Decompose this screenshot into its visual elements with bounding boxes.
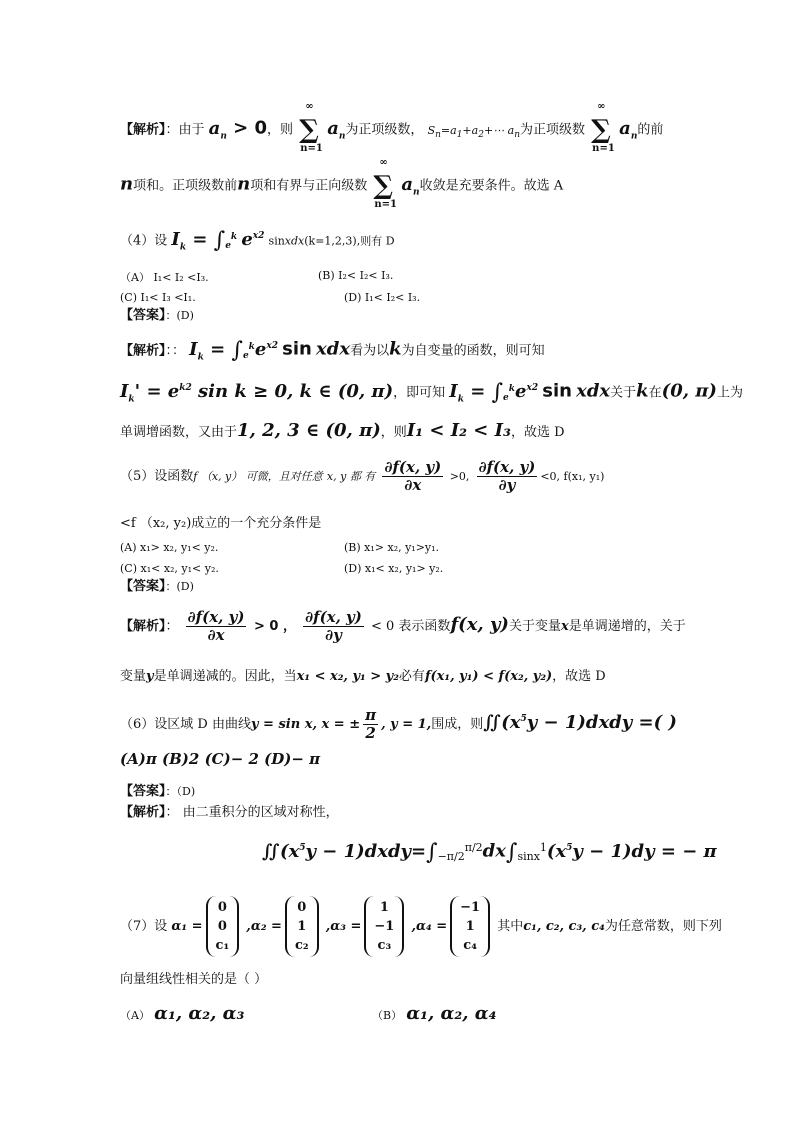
analysis-label: 【解析】 (120, 122, 166, 138)
analysis-line-2: n项和。正项级数前n项和有界与正向级数 ∞ ∑ n=1 $a_n$收敛是充要条件。故选 A (120, 157, 564, 210)
integral-sign: ∫ (213, 228, 226, 253)
vector-alpha2: 0 1 c₂ (285, 896, 319, 957)
vector-alpha3: 1 −1 c₃ (364, 896, 404, 957)
q4-option-a: （A） I₁< I₂ <I₃. (120, 271, 209, 284)
q4-answer: 【答案】：(D) (120, 308, 194, 323)
vector-alpha1: 0 0 c₁ (206, 896, 240, 957)
q7-option-a: （A） α₁, α₂, α₃ (120, 1003, 245, 1024)
q6-solution-1: 【解析】： 由二重积分的区域对称性， (120, 805, 339, 820)
vector-alpha4: −1 1 c₄ (450, 896, 490, 957)
q7-line-2: 向量组线性相关的是（ ） (120, 972, 268, 987)
sigma-symbol: ∞ ∑ n=1 (373, 157, 397, 210)
sigma-symbol: ∞ ∑ n=1 (299, 101, 323, 154)
q5-option-c: (C) x₁< x₂, y₁< y₂. (120, 562, 219, 575)
q5-line-2: <f （x₂, y₂)成立的一个充分条件是 (120, 516, 322, 531)
question-7: （7）设 α₁ = 0 0 c₁ ,α₂ = 0 1 c₂ ,α₃ = 1 −1 c₃ ,α₄ = −1 1 c₄ 其中c₁, c₂, c₃, c₄为任意常数，则下列 (120, 896, 722, 957)
q5-solution-2: 变量y是单调递减的。因此，当x₁ < x₂, y₁ > y₂必有f(x₁, y₁) < f(x₂, y₂)，故选 D (120, 669, 606, 684)
q4-solution-2: $I_k' = e^{k2}$ sin k ≥ 0, k ∈ (0, π)，即可知 $I_k = \int_e^ke^{x2}$ sin xdx关于k在(0, π)上为 (120, 380, 743, 405)
question-4: （4）设 $I_k = \int_e^k$ $e^{x2}$ sinxdx(k=1,2,3),则有 D (120, 228, 395, 253)
q4-solution-3: 单调增函数，又由于1, 2, 3 ∈ (0, π)，则I₁ < I₂ < I₃，故选 D (120, 420, 565, 441)
q4-option-b: (B) I₂< I₂< I₃. (318, 269, 394, 282)
question-6: （6）设区域 D 由曲线y = sin x, x = ± $\frac{\pi}{2}$ , y = 1,围成，则$∬(x^5y$ − 1)dxdy =( ) (120, 706, 677, 742)
q6-answer: 【答案】：（D) (120, 784, 196, 799)
q4-option-c: (C) I₁< I₃ <I₁. (120, 291, 196, 304)
q5-option-a: (A) x₁> x₂, y₁< y₂. (120, 541, 219, 554)
q5-solution-1: 【解析】： $\frac{\partial f(x, y)}{\partial x}$ > 0 ， $\frac{\partial f(x, y)}{\partial y}$ < 0 表示函数f(x, y)关于变量x是单调递增的，关于 (120, 608, 686, 644)
q4-solution-1: 【解析】：： $I_k = \int_e^ke^{x2}$ sin xdx看为以k为自变量的函数，则可知 (120, 338, 545, 363)
q6-solution-equation: $∬(x^5y$ − $1)dxdy=\int_{-\pi/2}^{\pi/2}dx\int_{sinx}^1(x^5y - 1)dy$ = − π (262, 840, 717, 865)
q4-option-d: (D) I₁< I₂< I₃. (344, 291, 421, 304)
q7-option-b: （B） α₁, α₂, α₄ (372, 1003, 497, 1024)
q5-answer: 【答案】：(D) (120, 579, 194, 594)
analysis-line-1: 【解析】：由于 $a_n > 0$，则 ∞ ∑ n=1 $a_n$为正项级数， $S_n=a_1+a_2+\cdots$ $a_n$为正项级数 ∞ ∑ n=1 $a_n$的前 (120, 101, 664, 154)
q6-choices: (A)π (B)2 (C)− 2 (D)− π (120, 750, 321, 768)
question-5: （5）设函数f （x, y） 可微，且对任意 x, y 都 有 $\frac{\partial f(x, y)}{\partial x}$ >0, $\frac{\partial f(x, y)}{\partial y}$ <0, f(x₁, y₁) (120, 458, 605, 494)
q5-option-b: (B) x₁> x₂, y₁>y₁. (344, 541, 440, 554)
q5-option-d: (D) x₁< x₂, y₁> y₂. (344, 562, 444, 575)
sigma-symbol: ∞ ∑ n=1 (591, 101, 615, 154)
